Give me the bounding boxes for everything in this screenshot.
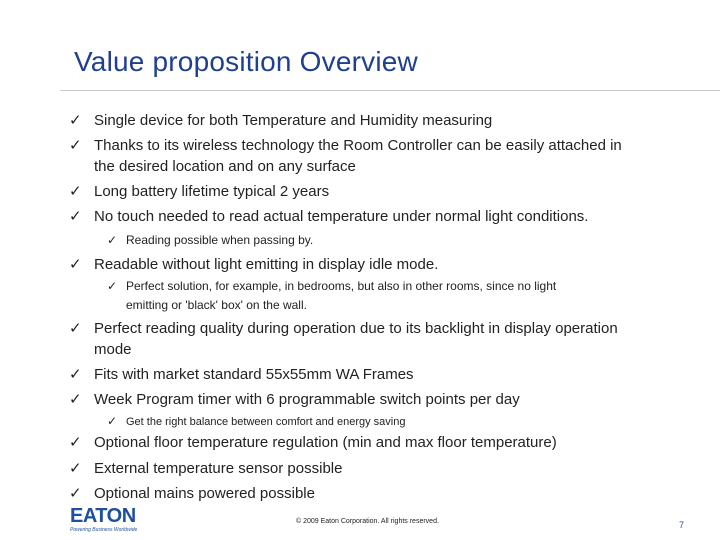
sub-bullet-text: Get the right balance between comfort and energy saving (126, 416, 406, 428)
sub-bullet-text: emitting or 'black' box' on the wall. (126, 298, 307, 312)
bullet-item (69, 389, 520, 410)
bullet-text: External temperature sensor possible (94, 460, 343, 477)
checkmark-icon: ✓ (69, 391, 82, 408)
bullet-item (69, 206, 589, 227)
bullet-item (69, 364, 414, 385)
eaton-logo (70, 506, 160, 536)
bullet-text: Optional floor temperature regulation (min and max floor temperature) (94, 434, 557, 451)
bullet-text: Readable without light emitting in display idle mode. (94, 256, 439, 273)
checkmark-icon: ✓ (69, 485, 82, 502)
bullet-text: Long battery lifetime typical 2 years (94, 183, 330, 200)
page-title: Value proposition Overview (74, 46, 418, 77)
checkmark-icon: ✓ (107, 279, 118, 293)
bullet-item (69, 135, 622, 156)
sub-bullet-item (107, 232, 314, 249)
checkmark-icon: ✓ (107, 414, 118, 428)
checkmark-icon: ✓ (69, 256, 82, 273)
checkmark-icon: ✓ (69, 320, 82, 337)
bullet-item (69, 432, 557, 453)
checkmark-icon: ✓ (69, 208, 82, 225)
checkmark-icon: ✓ (69, 434, 82, 451)
bullet-text-continued (94, 156, 356, 177)
bullet-text: the desired location and on any surface (94, 158, 356, 175)
page-number: 7 (679, 520, 685, 530)
bullet-text: Single device for both Temperature and Humidity measuring (94, 112, 493, 129)
copyright-notice: © 2009 Eaton Corporation. All rights reserved. (296, 518, 439, 525)
bullet-item (69, 110, 493, 131)
sub-bullet-text: Perfect solution, for example, in bedrooms, but also in other rooms, since no light (126, 279, 557, 293)
checkmark-icon: ✓ (69, 137, 82, 154)
checkmark-icon: ✓ (107, 233, 118, 247)
sub-bullet-text-continued (126, 297, 307, 314)
bullet-text: Week Program timer with 6 programmable switch points per day (94, 391, 520, 408)
logo-wordmark: EATON (70, 505, 136, 527)
checkmark-icon: ✓ (69, 366, 82, 383)
checkmark-icon: ✓ (69, 183, 82, 200)
checkmark-icon: ✓ (69, 460, 82, 477)
title-divider (60, 90, 720, 91)
sub-bullet-item (107, 413, 406, 431)
sub-bullet-text: Reading possible when passing by. (126, 233, 314, 247)
checkmark-icon: ✓ (69, 112, 82, 129)
bullet-text: Thanks to its wireless technology the Room Controller can be easily attached in (94, 137, 622, 154)
bullet-text: mode (94, 341, 132, 358)
bullet-text: Fits with market standard 55x55mm WA Frames (94, 366, 414, 383)
bullet-text: Perfect reading quality during operation due to its backlight in display operation (94, 320, 618, 337)
bullet-text: No touch needed to read actual temperature under normal light conditions. (94, 208, 589, 225)
bullet-text: Optional mains powered possible (94, 485, 315, 502)
sub-bullet-item (107, 278, 557, 295)
bullet-item (69, 318, 618, 339)
bullet-item (69, 458, 343, 479)
logo-tagline: Powering Business Worldwide (70, 527, 138, 533)
bullet-item (69, 181, 330, 202)
bullet-text-continued (94, 339, 132, 360)
bullet-item (69, 483, 315, 504)
bullet-item (69, 254, 439, 275)
